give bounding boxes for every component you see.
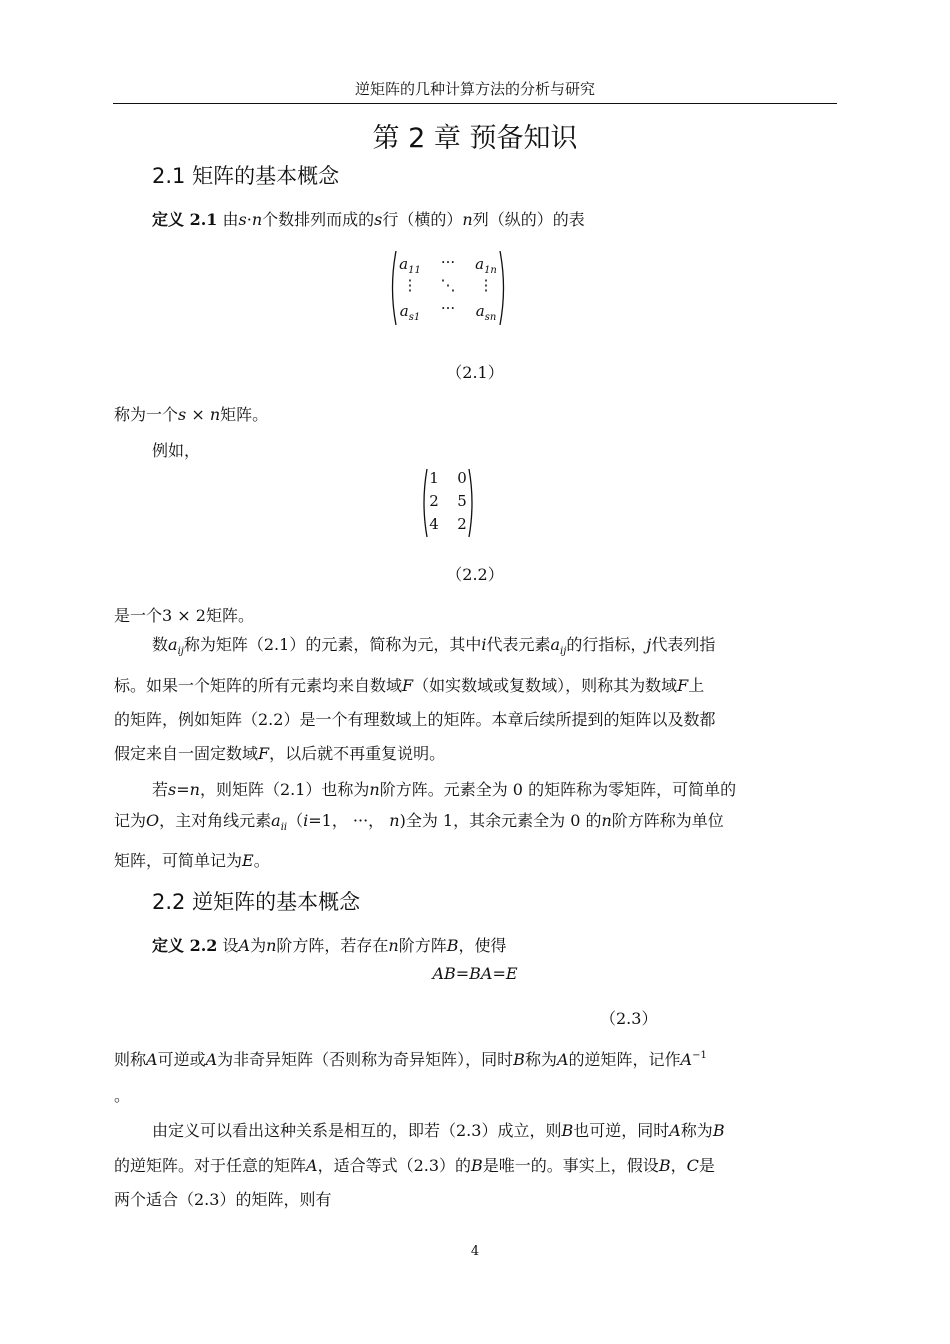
- matrix-2-2: [420, 466, 476, 540]
- matrix-cell: ···: [440, 299, 456, 317]
- matrix-cell: ⋮: [478, 276, 494, 294]
- equation-2-3: AB=BA=E: [432, 964, 518, 983]
- matrix-cell: 1: [429, 469, 439, 487]
- matrix-2-2-description: 是一个3 × 2矩阵。: [114, 606, 254, 625]
- paragraph-line: 的矩阵，例如矩阵（2.2）是一个有理数域上的矩阵。本章后续所提到的矩阵以及数都: [114, 710, 716, 729]
- paragraph-line: 则称A可逆或A为非奇异矩阵（否则称为奇异矩阵），同时B称为A的逆矩阵，记作$A^{-1}$: [114, 1050, 707, 1069]
- matrix-cell: 4: [429, 515, 439, 533]
- equation-number-2-1: （2.1）: [446, 363, 504, 382]
- page-number: 4: [470, 1244, 480, 1259]
- definition-label: 定义 2.1: [152, 210, 218, 229]
- matrix-description: 称为一个s × n矩阵。: [114, 405, 269, 424]
- paragraph-line: 若s=n，则矩阵（2.1）也称为n阶方阵。元素全为 0 的矩阵称为零矩阵，可简单的: [152, 780, 737, 799]
- matrix-cell: 2: [429, 492, 439, 510]
- running-header: 逆矩阵的几种计算方法的分析与研究: [354, 80, 595, 98]
- chapter-title: 第 2 章 预备知识: [372, 123, 578, 154]
- matrix-2-1: [388, 248, 508, 328]
- definition-2-1: 定义 2.1 由s·n个数排列而成的s行（横的）n列（纵的）的表: [152, 210, 585, 229]
- matrix-cell: $a_{s1}$: [399, 302, 421, 323]
- paragraph-line: 数$a_{ij}$称为矩阵（2.1）的元素，简称为元，其中i代表元素$a_{ij}$的行指标，j代表列指: [152, 635, 716, 657]
- example-intro: 例如，: [152, 441, 201, 460]
- paragraph-line: 由定义可以看出这种关系是相互的，即若（2.3）成立，则B也可逆，同时A称为B: [152, 1121, 725, 1140]
- definition-2-2: 定义 2.2 设A为n阶方阵，若存在n阶方阵B，使得: [152, 936, 507, 955]
- paragraph-line: 记为O，主对角线元素$a_{ii}(i=1$， ···， n)全为 1，其余元素全为 0 的n阶方阵称为单位: [114, 811, 724, 833]
- matrix-cell: $a_{11}$: [399, 255, 421, 276]
- matrix-cell: $a_{1n}$: [475, 255, 497, 276]
- matrix-cell: ⋮: [402, 276, 418, 294]
- equation-number-2-2: （2.2）: [446, 565, 504, 584]
- section-heading-2-2: 2.2 逆矩阵的基本概念: [152, 890, 361, 914]
- paragraph-line: 假定来自一固定数域F，以后就不再重复说明。: [114, 744, 446, 763]
- paragraph-line: 矩阵，可简单记为E。: [114, 851, 270, 870]
- matrix-cell: ···: [440, 253, 456, 271]
- paragraph-line: 的逆矩阵。对于任意的矩阵A，适合等式（2.3）的B是唯一的。事实上，假设B，C是: [114, 1156, 715, 1175]
- paragraph-line: 两个适合（2.3）的矩阵，则有: [114, 1190, 332, 1209]
- definition-label: 定义 2.2: [152, 936, 218, 955]
- matrix-cell: 5: [457, 492, 467, 510]
- paragraph-line: 。: [114, 1086, 131, 1105]
- equation-number-2-3: （2.3）: [600, 1009, 658, 1028]
- section-heading-2-1: 2.1 矩阵的基本概念: [152, 164, 340, 188]
- matrix-cell: ⋱: [440, 276, 456, 294]
- paragraph-line: 标。如果一个矩阵的所有元素均来自数域F（如实数域或复数域），则称其为数域F上: [114, 676, 705, 695]
- header-rule: [113, 103, 837, 104]
- matrix-cell: 0: [457, 469, 467, 487]
- matrix-cell: 2: [457, 515, 467, 533]
- matrix-cell: $a_{sn}$: [475, 302, 497, 323]
